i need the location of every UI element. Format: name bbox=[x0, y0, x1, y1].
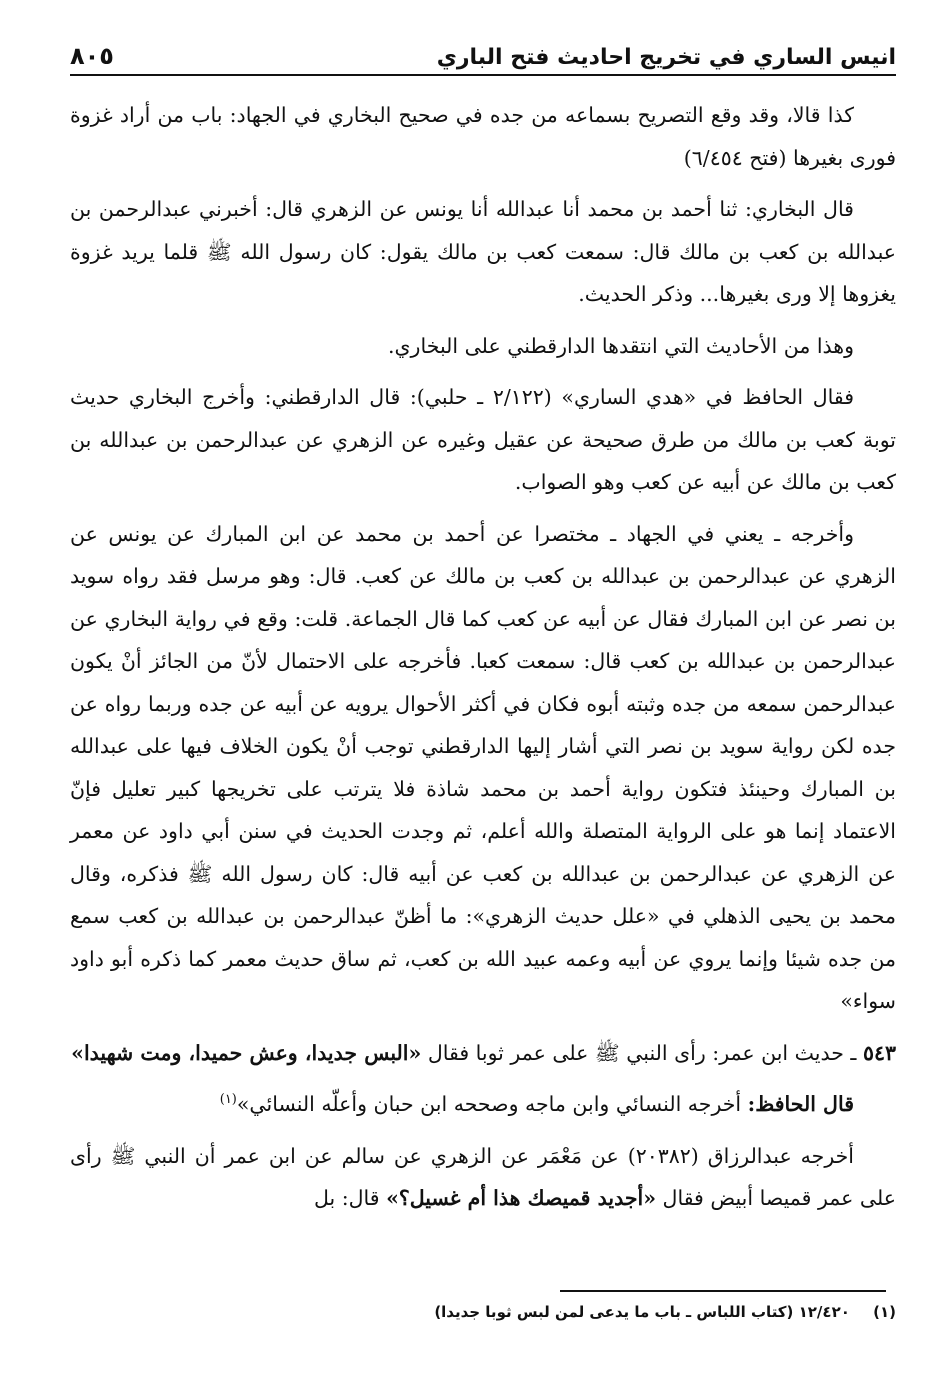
paragraph: وهذا من الأحاديث التي انتقدها الدارقطني على البخاري. bbox=[388, 333, 854, 358]
footnote-marker: (١) bbox=[873, 1303, 896, 1321]
hafiz-statement bbox=[70, 1083, 896, 1126]
paragraph-text-end: قال: بل bbox=[313, 1186, 380, 1210]
quote: «أجديد قميصك هذا أم غسيل؟» bbox=[386, 1186, 657, 1210]
paragraph: فقال الحافظ في «هدي الساري» (٢/١٢٢ ـ حلبي): قال الدارقطني: وأخرج البخاري حديث توبة كعب بن مالك من طرق صحيحة عن عقيل وغيره عن الزهري عن عبدالرحمن بن عبدالله بن كعب بن مالك عن أبيه عن كعب وهو الصواب. bbox=[70, 385, 896, 494]
hadith-entry bbox=[70, 1032, 896, 1075]
running-title: انيس الساري في تخريج احاديث فتح الباري bbox=[436, 45, 896, 70]
paragraph: وأخرجه ـ يعني في الجهاد ـ مختصرا عن أحمد بن محمد عن ابن المبارك عن يونس عن الزهري عن عبدالرحمن بن عبدالله بن كعب بن مالك عن كعب. قال: وهو مرسل فقد رواه سويد بن نصر عن ابن المبارك فقال عن أبيه عن كعب كما قال الجماعة. قلت: وقع في رواية البخاري عن عبدالرحمن بن عبدالله بن كعب قال: سمعت كعبا. فأخرجه على الاحتمال لأنّ من الجائز أنْ يكون عبدالرحمن سمعه من جده وثبته أبوه فكان في أكثر الأحوال يرويه عن أبيه عن جده وربما رواه عن جده لكن رواية سويد بن نصر التي أشار إليها الدارقطني توجب أنْ يكون الخلاف فيها على عبدالله بن المبارك وحينئذ فتكون رواية أحمد بن محمد شاذة فلا يترتب على تخريجها كبير تعليل فإنّ الاعتماد إنما هو على الرواية المتصلة والله أعلم، ثم وجدت الحديث في سنن أبي داود عن معمر عن الزهري عن عبدالرحمن بن عبدالله بن كعب عن أبيه قال: كان رسول الله ﷺ فذكره، وقال محمد بن يحيى الذهلي في «علل حديث الزهري»: ما أظنّ عبدالرحمن بن عبدالله بن كعب سمع من جده شيئا وإنما يروي عن أبيه وعمه عبيد الله بن كعب، ثم ساق حديث معمر كما ذكره أبو داود سواء» bbox=[70, 521, 896, 1013]
page-body bbox=[70, 94, 896, 1229]
footnote bbox=[70, 1300, 896, 1324]
paragraph: قال البخاري: ثنا أحمد بن محمد أنا عبدالله أنا يونس عن الزهري قال: أخبرني عبدالرحمن بن عبدالله بن كعب بن مالك قال: سمعت كعب بن مالك يقول: كان رسول الله ﷺ قلما يريد غزوة يغزوها إلا ورى بغيرها... وذكر الحديث. bbox=[70, 197, 896, 306]
paragraph: كذا قالا، وقد وقع التصريح بسماعه من جده في صحيح البخاري في الجهاد: باب من أراد غزوة فورى بغيرها (فتح ٦/٤٥٤) bbox=[70, 103, 896, 170]
footnote-text: ١٢/٤٢٠ (كتاب اللباس ـ باب ما يدعى لمن لبس ثوبا جديدا) bbox=[434, 1303, 850, 1321]
page-number: ٨٠٥ bbox=[70, 42, 114, 70]
hafiz-label: قال الحافظ: bbox=[747, 1092, 854, 1116]
hadith-text: ـ حديث ابن عمر: رأى النبي ﷺ على عمر ثوبا فقال bbox=[427, 1040, 857, 1065]
paragraph bbox=[70, 1135, 896, 1220]
hadith-quote: «البس جديدا، وعش حميدا، ومت شهيدا» bbox=[71, 1040, 422, 1065]
footnote-reference: (١) bbox=[219, 1092, 237, 1108]
paragraph-text: أخرجه عبدالرزاق (٢٠٣٨٢) عن مَعْمَر عن الزهري عن سالم عن ابن عمر أن النبي ﷺ رأى على عمر قميصا أبيض فقال bbox=[70, 1143, 896, 1210]
page-header bbox=[70, 34, 896, 76]
hadith-number: ٥٤٣ bbox=[862, 1040, 896, 1065]
hafiz-text: أخرجه النسائي وابن ماجه وصححه ابن حبان وأعلّه النسائي» bbox=[236, 1092, 742, 1116]
footnote-divider bbox=[560, 1290, 886, 1292]
